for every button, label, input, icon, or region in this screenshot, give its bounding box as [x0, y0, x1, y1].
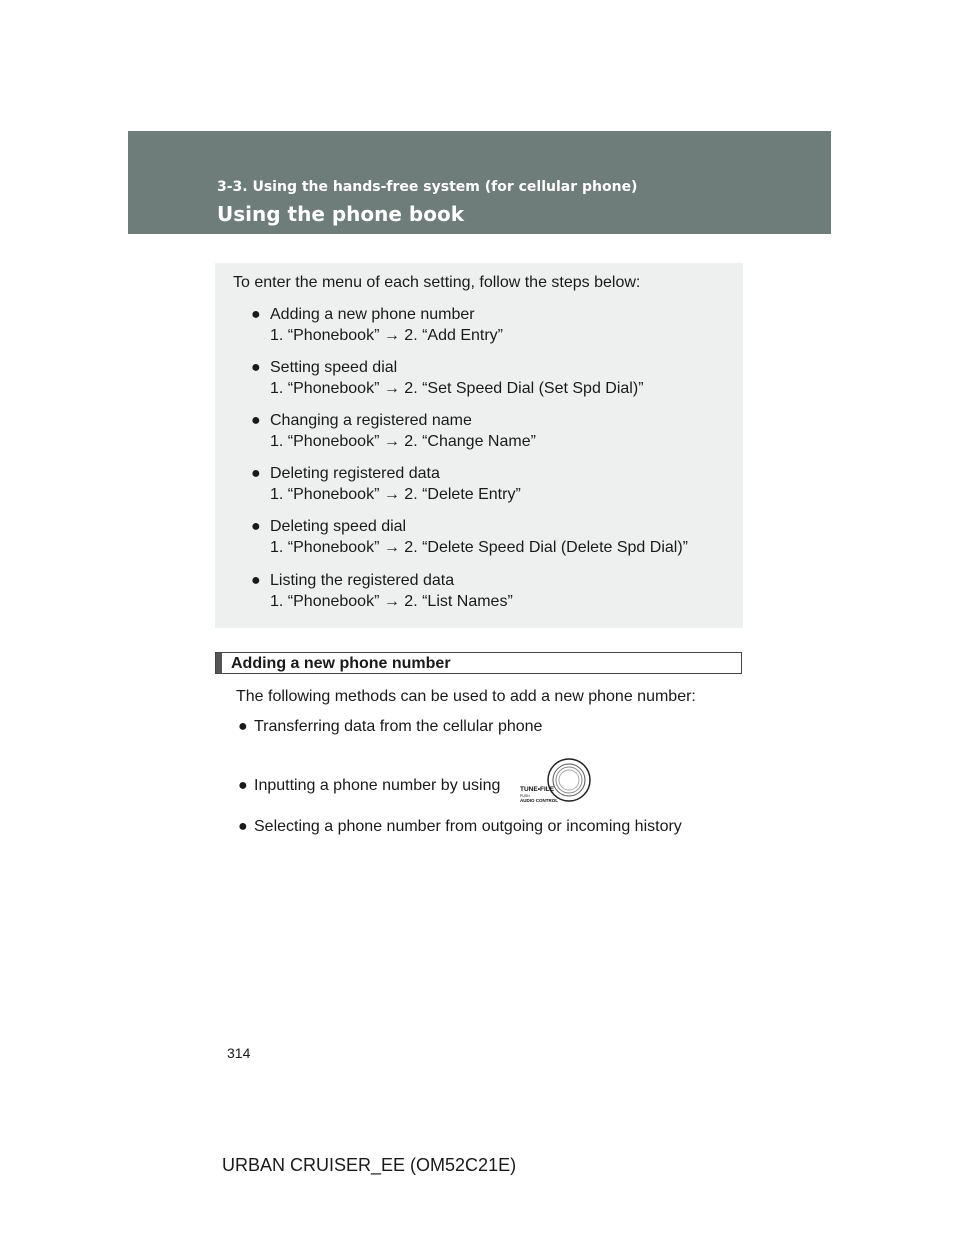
steps-item-change-name: [251, 410, 536, 452]
steps-item-delete-speed-dial: [251, 516, 688, 558]
method-item-knob: [238, 777, 500, 795]
bullet-icon: ●: [251, 306, 261, 323]
method-item-history: [238, 818, 682, 836]
method-item-transfer: [238, 718, 542, 736]
tune-file-knob-icon: [516, 758, 592, 806]
knob-label-main: TUNE•FILE: [520, 786, 555, 793]
bullet-icon: ●: [238, 818, 248, 835]
method-text: Transferring data from the cellular phone: [254, 718, 543, 735]
steps-item-title: Deleting speed dial: [270, 518, 407, 535]
steps-item-title: Adding a new phone number: [270, 306, 475, 323]
methods-intro: The following methods can be used to add a new phone number:: [236, 688, 696, 705]
bullet-icon: ●: [251, 359, 261, 376]
footer-model-code: URBAN CRUISER_EE (OM52C21E): [222, 1155, 517, 1175]
method-text: Inputting a phone number by using: [254, 777, 501, 794]
steps-item-title: Changing a registered name: [270, 412, 472, 429]
steps-item-title: Deleting registered data: [270, 465, 440, 482]
knob-label-push: PUSH: [520, 794, 530, 798]
steps-item-speed-dial: [251, 357, 644, 399]
page-number: 314: [227, 1045, 251, 1061]
bullet-icon: ●: [238, 777, 248, 794]
bullet-icon: ●: [251, 412, 261, 429]
steps-item-step: 1. “Phonebook” → 2. “Delete Entry”: [270, 486, 521, 503]
steps-intro: To enter the menu of each setting, follow the steps below:: [233, 274, 641, 291]
bullet-icon: ●: [251, 465, 261, 482]
steps-item-title: Setting speed dial: [270, 359, 398, 376]
method-text: Selecting a phone number from outgoing or incoming history: [254, 818, 682, 835]
steps-item-list-names: [251, 570, 513, 612]
steps-item-step: 1. “Phonebook” → 2. “List Names”: [270, 593, 513, 610]
steps-item-step: 1. “Phonebook” → 2. “Delete Speed Dial (Delete Spd Dial)”: [270, 539, 688, 556]
subsection-bar-marker: [216, 653, 222, 673]
bullet-icon: ●: [251, 572, 261, 589]
bullet-icon: ●: [251, 518, 261, 535]
knob-label-audio: AUDIO CONTROL: [520, 798, 558, 803]
steps-item-title: Listing the registered data: [270, 572, 455, 589]
section-header: [128, 131, 831, 234]
steps-item-step: 1. “Phonebook” → 2. “Set Speed Dial (Set Spd Dial)”: [270, 380, 644, 397]
steps-item-step: 1. “Phonebook” → 2. “Add Entry”: [270, 327, 503, 344]
steps-item-delete-entry: [251, 463, 521, 505]
section-label: 3-3. Using the hands-free system (for cellular phone): [217, 179, 638, 195]
subsection-title: Adding a new phone number: [231, 655, 451, 672]
steps-item-add-entry: [251, 304, 503, 346]
subsection-bar: [215, 652, 742, 674]
page-title: Using the phone book: [217, 202, 465, 226]
bullet-icon: ●: [238, 718, 248, 735]
steps-item-step: 1. “Phonebook” → 2. “Change Name”: [270, 433, 536, 450]
steps-box: [215, 263, 743, 628]
